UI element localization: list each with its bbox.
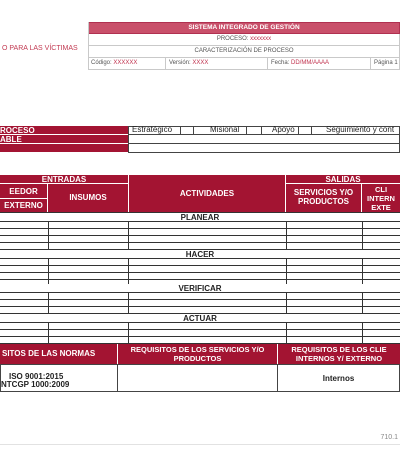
checkbox-estrategico[interactable] bbox=[180, 126, 194, 135]
logo: O PARA LAS VÍCTIMAS bbox=[2, 45, 78, 52]
externo-header: EXTERNO bbox=[0, 199, 48, 212]
phase-verificar: VERIFICAR bbox=[0, 284, 400, 293]
proceso-value: xxxxxxx bbox=[250, 36, 272, 42]
phase-hacer: HACER bbox=[0, 250, 400, 259]
proceso-line bbox=[88, 34, 400, 46]
checkbox-apoyo[interactable] bbox=[298, 126, 312, 135]
meta-line bbox=[88, 58, 400, 70]
type-misional: Misional bbox=[210, 125, 240, 134]
info-label-3 bbox=[0, 144, 128, 153]
type-apoyo: Apoyo bbox=[272, 125, 295, 134]
activities-table bbox=[0, 212, 400, 344]
system-title: SISTEMA INTEGRADO DE GESTIÓN bbox=[188, 24, 300, 31]
actividades-header: ACTIVIDADES bbox=[128, 175, 286, 212]
codigo: Código: XXXXXX bbox=[91, 60, 138, 66]
salidas-header: SALIDAS bbox=[286, 175, 400, 184]
info-label-2: ABLE bbox=[0, 135, 128, 144]
fecha: Fecha: DD/MM/AAAA bbox=[271, 60, 330, 66]
proceso-label: PROCESO: bbox=[216, 36, 249, 42]
responsable-field[interactable] bbox=[128, 135, 400, 144]
footer-code: 710.1 bbox=[380, 434, 398, 441]
pagina: Página 1 bbox=[374, 60, 398, 66]
insumos-header: INSUMOS bbox=[48, 184, 128, 212]
type-estrategico: Estratégico bbox=[132, 125, 173, 134]
clientes-req-header: REQUISITOS DE LOS CLIE INTERNOS Y/ EXTERNO bbox=[278, 344, 400, 364]
norma-iso: ISO 9001:2015 bbox=[9, 372, 64, 381]
servicios-req-header: REQUISITOS DE LOS SERVICIOS Y/O PRODUCTOS bbox=[118, 344, 278, 364]
info-label-1: ROCESO bbox=[0, 126, 128, 135]
checkbox-misional[interactable] bbox=[246, 126, 262, 135]
caracterizacion-line bbox=[88, 46, 400, 58]
norma-ntcgp: NTCGP 1000:2009 bbox=[1, 380, 70, 389]
normas-cell bbox=[0, 364, 118, 392]
phase-planear: PLANEAR bbox=[0, 213, 400, 222]
third-field[interactable] bbox=[128, 144, 400, 153]
footer-divider bbox=[0, 444, 400, 445]
clientes-header: CLI INTERN EXTE bbox=[362, 184, 400, 212]
normas-header: SITOS DE LAS NORMAS bbox=[0, 344, 118, 364]
caracterizacion-text: CARACTERIZACIÓN DE PROCESO bbox=[194, 48, 294, 54]
type-seguimiento: Seguimiento y cont bbox=[326, 125, 395, 134]
version: Versión: XXXX bbox=[169, 60, 209, 66]
clientes-req-cell bbox=[278, 364, 400, 392]
proveedor-header: EEDOR bbox=[0, 184, 48, 199]
servicios-req-cell[interactable] bbox=[118, 364, 278, 392]
servicios-header: SERVICIOS Y/O PRODUCTOS bbox=[286, 184, 362, 212]
phase-actuar: ACTUAR bbox=[0, 314, 400, 323]
entradas-header: ENTRADAS bbox=[0, 175, 128, 184]
clientes-req-value: Internos bbox=[322, 374, 355, 383]
